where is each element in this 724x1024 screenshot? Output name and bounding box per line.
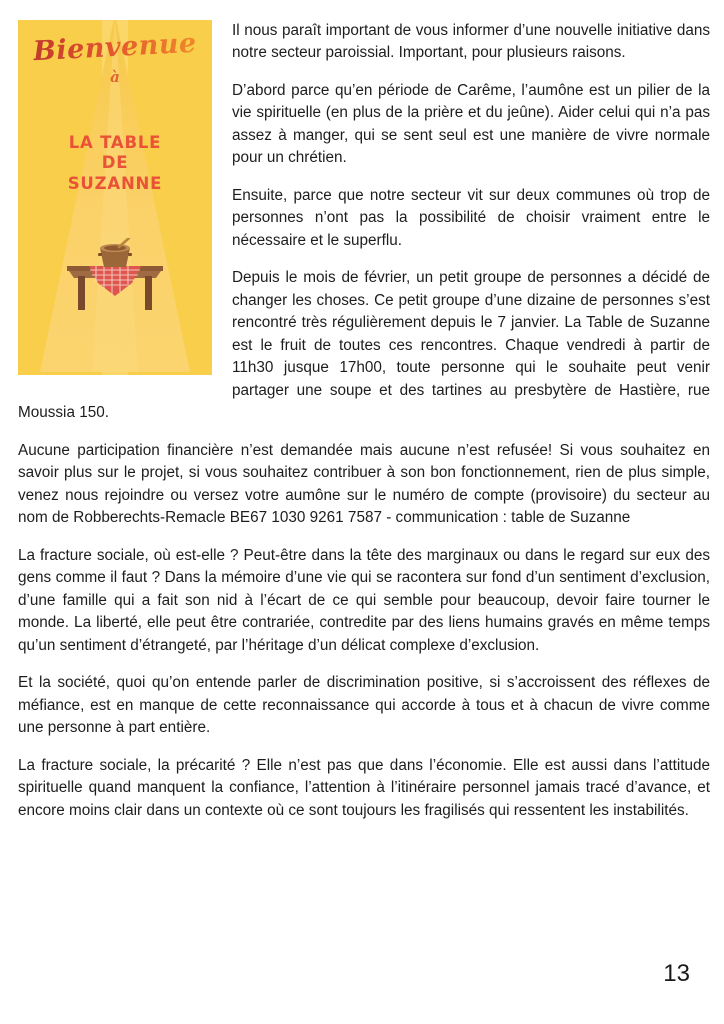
paragraph: La fracture sociale, où est-elle ? Peut-être dans la tête des marginaux ou dans le regard sur eux des gens comme il faut ? Dans la mémoire d’une vie qui se racontera sur fond d’un sentiment d’exclusion, d’une famille qui a fait son nid à l’écart de ce qui semble pour beaucoup, devoir faire tourner le monde. La liberté, elle peut être contrariée, contredite par des liens humains gravés en même temps qu’un sentiment d’étrangeté, par l’héritage d’un délicat complexe d’exclusion.	[18, 546, 710, 654]
paragraph: Ensuite, parce que notre secteur vit sur deux communes où trop de personnes n’ont pas la possibilité de choisir vraiment entre le nécessaire et le superflu.	[232, 186, 710, 249]
paragraph: La fracture sociale, la précarité ? Elle n’est pas que dans l’économie. Elle est aussi dans l’attitude spirituelle quand manquent la confiance, l’attention à l’itinéraire personnel jamais tracé d’avance, et encore moins clair dans un contexte où ce sont toujours les fragilisés qui ressentent les instabilités.	[18, 756, 710, 819]
paragraph: Et la société, quoi qu’on entende parler de discrimination positive, si s’accroissent des réflexes de méfiance, est en manque de cette reconnaissance qui accorde à tous et à chacun de vivre comme une personne à part entière.	[18, 674, 710, 737]
table-de-suzanne-poster	[18, 20, 212, 375]
poster-title-line-1: LA TABLE	[68, 133, 162, 152]
soup-pot-on-table-icon	[63, 238, 167, 320]
paragraph: D’abord parce qu’en période de Carême, l’aumône est un pilier de la vie spirituelle (en plus de la prière et du jeûne). Aider celui qui n’a pas assez à manger, qui se sent seul est une manière de vivre normale pour un chrétien.	[232, 81, 710, 167]
paragraph: Aucune participation financière n’est demandée mais aucune n’est refusée! Si vous souhaitez en savoir plus sur le projet, si vous souhaitez contribuer à son bon fonctionnement, rien de plus simple, venez nous rejoindre ou versez votre aumône sur le numéro de compte (provisoire) du secteur au nom de Robberechts-Remacle BE67 1030 9261 7587 - communication : table de Suzanne	[18, 441, 710, 527]
poster-title-line-2: DE	[101, 153, 129, 173]
poster-welcome-preposition: à	[110, 68, 120, 86]
poster-welcome-script: Bienvenue	[32, 27, 198, 68]
page-number: 13	[663, 960, 690, 987]
paragraph: Depuis le mois de février, un petit groupe de personnes a décidé de changer les choses. Ce petit groupe d’une dizaine de personnes s’est rencontré très régulièrement depuis le 7 janvier. La Table de Suzanne est le fruit de toutes ces rencontres. Chaque vendredi à partir de 11h30 jusque 17h00, toute personne qui le souhaite peut venir partager une soupe et des tartines au presbytère de Hastière, rue Moussia 150.	[18, 269, 710, 422]
poster-title-line-3: SUZANNE	[67, 173, 163, 193]
paragraph: Il nous paraît important de vous informer d’une nouvelle initiative dans notre secteur paroissial. Important, pour plusieurs raisons.	[232, 22, 710, 62]
poster-title	[68, 133, 163, 194]
